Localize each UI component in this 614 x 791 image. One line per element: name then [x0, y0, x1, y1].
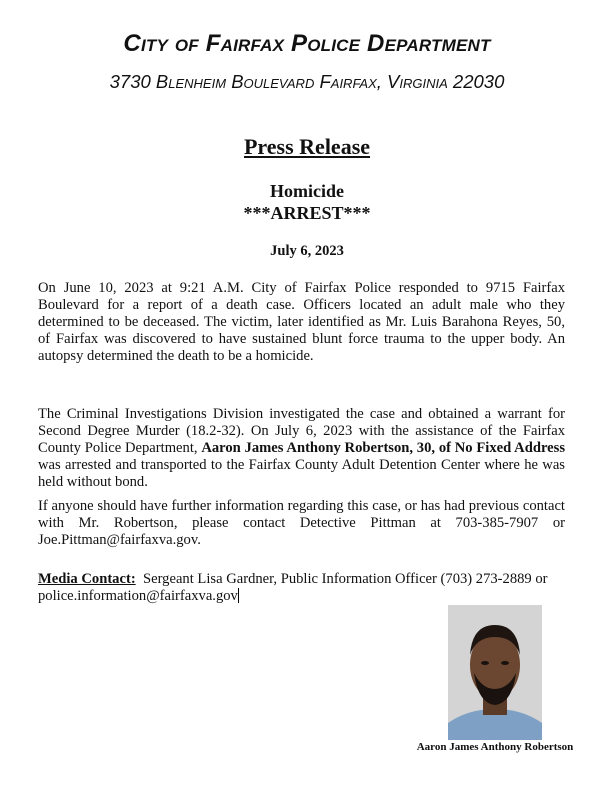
media-contact-text: Sergeant Lisa Gardner, Public Information Officer (703) 273-2889 or police.information@fairfaxva.gov: [38, 571, 552, 604]
suspect-photo: [448, 605, 542, 740]
department-title: City of Fairfax Police Department: [123, 30, 491, 57]
suspect-name: Aaron James Anthony Robertson, 30, of No Fixed Address: [201, 440, 566, 456]
mugshot-image: [448, 605, 542, 740]
press-release-heading: Press Release: [243, 134, 371, 159]
release-date: July 6, 2023: [270, 243, 344, 259]
headline-homicide: Homicide: [270, 181, 344, 201]
text-cursor: [238, 588, 239, 603]
arrest-text-a: The Criminal Investigations Division investigated the case and obtained a warrant for Second Degree Murder (18.2-32). On July 6, 2023 with the assistance of the Fairfax County Police Department,: [38, 406, 565, 456]
media-contact-label: Media Contact:: [38, 571, 136, 587]
headline: [0, 180, 614, 224]
headline-arrest: ***ARREST***: [243, 203, 371, 223]
paragraph-arrest: [38, 406, 565, 491]
photo-caption: Aaron James Anthony Robertson: [416, 741, 574, 753]
paragraph-incident: On June 10, 2023 at 9:21 A.M. City of Fairfax Police responded to 9715 Fairfax Boulevard for a report of a death case. Officers located an adult male who they determined to be deceased. The victim, later identified as Mr. Luis Barahona Reyes, 50, of Fairfax was discovered to have sustained blunt force trauma to the upper body. An autopsy determined the death to be a homicide.: [38, 280, 565, 364]
paragraph-contact: If anyone should have further information regarding this case, or has had previous contact with Mr. Robertson, please contact Detective Pittman at 703-385-7907 or Joe.Pittman@fairfaxva.gov.: [38, 498, 565, 548]
media-contact: [38, 571, 565, 605]
department-address: 3730 Blenheim Boulevard Fairfax, Virginia 22030: [109, 71, 505, 92]
arrest-text-b: was arrested and transported to the Fairfax County Adult Detention Center where he was held without bond.: [38, 457, 565, 490]
